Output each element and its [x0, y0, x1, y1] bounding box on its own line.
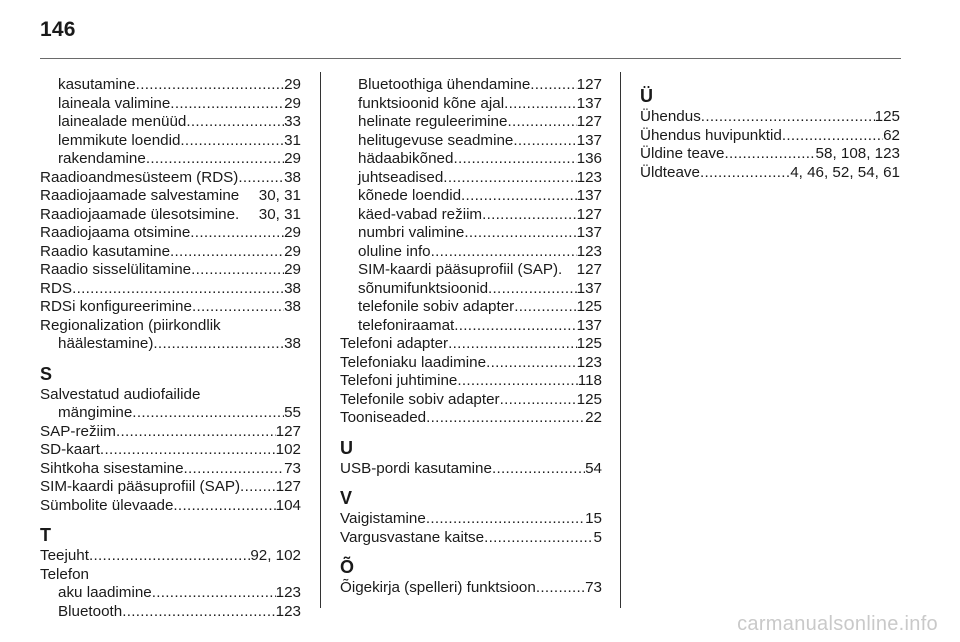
leader-dots — [116, 423, 276, 442]
index-page-reference: 29 — [284, 76, 301, 93]
index-subentry — [40, 603, 301, 622]
index-entry — [640, 108, 900, 127]
index-page-reference: 127 — [576, 76, 602, 93]
index-page-reference: 127 — [576, 261, 602, 278]
index-page-reference: 38 — [284, 279, 301, 297]
index-letter-heading: Ü — [640, 86, 653, 106]
index-page-reference: 38 — [284, 298, 301, 315]
index-page-reference: 123 — [576, 242, 602, 260]
index-page-reference: 137 — [576, 94, 602, 112]
index-page-reference: 123 — [576, 168, 602, 186]
index-page-reference: 29 — [284, 94, 301, 112]
leader-dots — [186, 113, 284, 132]
leader-dots — [448, 335, 577, 354]
column-divider — [620, 72, 621, 608]
index-letter-heading: S — [40, 363, 53, 384]
index-entry — [40, 169, 301, 188]
index-subentry — [40, 132, 301, 151]
index-entry-label: funktsioonid kõne ajal — [358, 94, 505, 112]
index-page-reference: 123 — [275, 602, 301, 620]
index-page-reference: 30, 31 — [258, 205, 301, 223]
index-subentry — [340, 261, 602, 280]
index-entry-heading: Regionalization (piirkondlik — [40, 316, 221, 334]
watermark: carmanualsonline.info — [737, 613, 938, 635]
index-page-reference: 33 — [284, 113, 301, 130]
index-subentry — [340, 150, 602, 169]
index-page-reference: 127 — [275, 422, 301, 440]
index-subentry — [340, 280, 602, 299]
index-page-reference: 54 — [585, 459, 602, 477]
index-subentry — [40, 584, 301, 603]
index-subentry — [40, 76, 301, 95]
header-rule — [40, 58, 901, 59]
index-entry-label: Sihtkoha sisestamine — [40, 459, 184, 477]
index-page-reference: 137 — [576, 279, 602, 297]
index-letter-heading: T — [40, 525, 51, 545]
leader-dots — [426, 510, 585, 529]
leader-dots — [122, 603, 275, 622]
index-entry-label: rakendamine — [58, 150, 146, 167]
leader-dots — [500, 391, 577, 410]
leader-dots — [240, 478, 276, 497]
index-page-reference: 102 — [275, 441, 301, 458]
index-entry — [640, 164, 900, 183]
index-entry-label: helinate reguleerimine — [358, 113, 508, 130]
index-page-reference: 137 — [576, 131, 602, 149]
index-subentry — [340, 206, 602, 225]
index-page-reference: 73 — [585, 579, 602, 596]
index-entry-label: Ühendus — [640, 108, 701, 125]
leader-dots — [492, 460, 585, 479]
index-entry — [40, 547, 301, 566]
index-page-reference: 125 — [576, 335, 602, 352]
index-entry — [40, 298, 301, 317]
index-column-2 — [340, 76, 602, 598]
index-page-reference: 136 — [576, 150, 602, 167]
leader-dots — [464, 224, 576, 243]
index-subentry — [340, 113, 602, 132]
leader-dots — [457, 372, 577, 391]
leader-dots — [454, 317, 576, 336]
index-entry — [340, 372, 602, 391]
leader-dots — [153, 335, 284, 354]
index-page-reference: 30, 31 — [258, 187, 301, 204]
index-subentry — [40, 335, 301, 354]
index-entry-label: Tooniseaded — [340, 409, 427, 426]
index-entry-label: telefoniraamat — [358, 316, 455, 334]
index-page-reference: 31 — [284, 131, 301, 149]
index-subentry — [40, 404, 301, 423]
index-page-reference: 29 — [284, 242, 301, 260]
index-page-reference: 29 — [284, 261, 301, 278]
index-entry — [40, 206, 301, 225]
leader-dots — [488, 280, 577, 299]
index-entry — [40, 441, 301, 460]
leader-dots — [192, 298, 284, 317]
leader-dots — [536, 579, 585, 598]
index-subentry — [40, 113, 301, 132]
index-entry-label: juhtseadised — [358, 168, 444, 186]
index-subentry — [340, 187, 602, 206]
index-page-reference: 123 — [275, 584, 301, 601]
index-page-reference: 104 — [275, 496, 301, 514]
index-entry-label: RDSi konfigureerimine — [40, 298, 192, 315]
index-entry-label: Raadio sisselülitamine — [40, 261, 192, 278]
index-entry-label: lainealade menüüd — [58, 113, 187, 130]
index-page-reference: 125 — [576, 298, 602, 315]
leader-dots — [513, 132, 576, 151]
leader-dots — [484, 529, 593, 548]
index-entry-label: Telefonile sobiv adapter — [340, 390, 500, 408]
leader-dots — [724, 145, 815, 164]
index-page-reference: 58, 108, 123 — [815, 145, 900, 162]
index-page-reference: 125 — [874, 108, 900, 125]
index-entry — [340, 510, 602, 529]
index-page-reference: 5 — [593, 528, 602, 546]
leader-dots — [431, 243, 577, 262]
index-subentry — [340, 298, 602, 317]
index-page-reference: 55 — [284, 404, 301, 421]
leader-dots — [504, 95, 577, 114]
index-letter-heading: U — [340, 437, 353, 458]
index-entry-label: SAP-režiim — [40, 422, 116, 440]
leader-dots — [238, 169, 284, 188]
index-entry-label: SIM-kaardi pääsuprofiil (SAP). — [358, 261, 563, 278]
leader-dots — [453, 150, 576, 169]
index-entry-label: SD-kaart — [40, 441, 100, 458]
index-entry-label: oluline info — [358, 242, 431, 260]
index-entry-label: Telefoniaku laadimine — [340, 353, 487, 371]
page-number: 146 — [40, 18, 76, 41]
index-entry-label: RDS — [40, 279, 73, 297]
index-entry-label: Raadioandmesüsteem (RDS) — [40, 168, 239, 186]
index-column-3 — [640, 76, 900, 182]
leader-dots — [482, 206, 577, 225]
index-entry-label: Raadiojaamade salvestamine — [40, 187, 240, 204]
index-entry — [40, 497, 301, 516]
index-entry — [40, 460, 301, 479]
leader-dots — [701, 108, 875, 127]
leader-dots — [191, 261, 284, 280]
index-entry-label: Raadio kasutamine — [40, 242, 171, 260]
index-entry — [640, 127, 900, 146]
index-entry — [40, 280, 301, 299]
leader-dots — [190, 224, 284, 243]
leader-dots — [72, 280, 284, 299]
index-letter-heading: V — [340, 488, 353, 508]
index-entry-label: laineala valimine — [58, 94, 171, 112]
index-entry-label: Vaigistamine — [340, 510, 426, 527]
index-entry — [340, 391, 602, 410]
index-entry-label: Vargusvastane kaitse — [340, 528, 485, 546]
index-page-reference: 29 — [284, 224, 301, 241]
leader-dots — [132, 404, 284, 423]
index-entry-label: mängimine — [58, 404, 133, 421]
index-entry-label: Raadiojaamade ülesotsimine. — [40, 205, 240, 223]
leader-dots — [486, 354, 577, 373]
index-entry-label: käed-vabad režiim — [358, 205, 483, 223]
leader-dots — [184, 460, 285, 479]
leader-dots — [89, 547, 250, 566]
index-entry-label: aku laadimine — [58, 584, 152, 601]
index-entry-label: kõnede loendid — [358, 187, 462, 204]
index-page-reference: 137 — [576, 187, 602, 204]
index-entry-label: Raadiojaama otsimine — [40, 224, 191, 241]
index-entry-label: telefonile sobiv adapter — [358, 298, 515, 315]
index-column-1 — [40, 76, 301, 621]
index-entry — [640, 145, 900, 164]
index-entry-label: helitugevuse seadmine — [358, 131, 514, 149]
index-letter-heading: Õ — [340, 557, 355, 577]
index-entry — [340, 460, 602, 479]
index-entry — [40, 187, 301, 206]
index-entry-heading: Telefon — [40, 565, 89, 583]
index-entry — [40, 224, 301, 243]
leader-dots — [146, 150, 284, 169]
leader-dots — [100, 441, 276, 460]
index-entry-label: Õigekirja (spelleri) funktsioon — [340, 579, 536, 596]
index-entry-label: Üldine teave — [640, 145, 725, 162]
leader-dots — [507, 113, 576, 132]
index-page-reference: 4, 46, 52, 54, 61 — [790, 163, 900, 181]
index-page-reference: 127 — [275, 478, 301, 495]
index-entry-label: sõnumifunktsioonid — [358, 279, 489, 297]
index-subentry — [340, 95, 602, 114]
index-subentry — [40, 95, 301, 114]
leader-dots — [170, 95, 284, 114]
index-page-reference: 73 — [284, 459, 301, 477]
index-entry-heading: Salvestatud audiofailide — [40, 385, 201, 403]
index-entry — [340, 579, 602, 598]
leader-dots — [514, 298, 576, 317]
index-entry-label: SIM-kaardi pääsuprofiil (SAP) — [40, 478, 241, 495]
index-entry — [340, 335, 602, 354]
index-entry-label: Sümbolite ülevaade — [40, 496, 174, 514]
leader-dots — [136, 76, 284, 95]
index-subentry — [340, 132, 602, 151]
index-page-reference: 92, 102 — [250, 547, 301, 564]
index-entry-label: häälestamine) — [58, 335, 154, 352]
index-entry-label: kasutamine — [58, 76, 136, 93]
index-entry — [40, 423, 301, 442]
index-entry-label: Teejuht — [40, 547, 89, 564]
index-subentry — [40, 150, 301, 169]
index-page-reference: 22 — [585, 409, 602, 426]
leader-dots — [152, 584, 276, 603]
index-page-reference: 29 — [284, 150, 301, 167]
index-entry-label: Telefoni adapter — [340, 335, 449, 352]
index-subentry — [340, 76, 602, 95]
index-entry-label: Bluetooth — [58, 602, 123, 620]
index-entry-label: Ühendus huvipunktid — [640, 126, 782, 144]
index-subentry — [340, 224, 602, 243]
index-page-reference: 118 — [577, 372, 602, 389]
index-entry-label: Üldteave — [640, 163, 700, 181]
index-page-reference: 125 — [576, 390, 602, 408]
index-page-reference: 15 — [585, 510, 602, 527]
column-divider — [320, 72, 321, 608]
index-entry-label: USB-pordi kasutamine — [340, 459, 492, 477]
leader-dots — [700, 164, 790, 183]
index-page-reference: 137 — [576, 224, 602, 241]
index-entry-label: hädaabikõned — [358, 150, 454, 167]
index-page-reference: 123 — [576, 353, 602, 371]
leader-dots — [173, 497, 275, 516]
index-entry — [340, 409, 602, 428]
leader-dots — [180, 132, 284, 151]
leader-dots — [530, 76, 576, 95]
index-entry-label: numbri valimine — [358, 224, 465, 241]
index-subentry — [340, 243, 602, 262]
index-page-reference: 38 — [284, 168, 301, 186]
index-entry — [40, 243, 301, 262]
index-entry — [40, 261, 301, 280]
index-entry-label: Telefoni juhtimine — [340, 372, 458, 389]
index-subentry — [340, 317, 602, 336]
index-page-reference: 62 — [883, 126, 900, 144]
leader-dots — [461, 187, 577, 206]
leader-dots — [443, 169, 576, 188]
index-page-reference: 127 — [576, 205, 602, 223]
index-entry-label: lemmikute loendid — [58, 131, 181, 149]
index-page-reference: 137 — [576, 316, 602, 334]
index-entry-label: Bluetoothiga ühendamine — [358, 76, 531, 93]
index-page-reference: 127 — [576, 113, 602, 130]
leader-dots — [170, 243, 284, 262]
index-entry — [40, 478, 301, 497]
index-entry — [340, 529, 602, 548]
index-page-reference: 38 — [284, 335, 301, 352]
index-entry — [340, 354, 602, 373]
leader-dots — [426, 409, 585, 428]
index-subentry — [340, 169, 602, 188]
leader-dots — [782, 127, 883, 146]
